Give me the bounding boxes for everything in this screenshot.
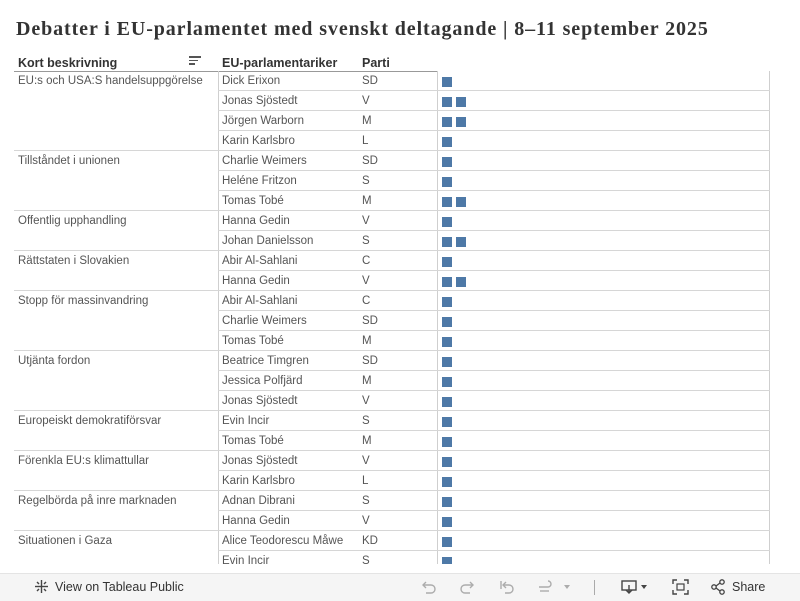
- view-on-tableau-link[interactable]: [34, 579, 184, 594]
- cell-member: Hanna Gedin: [222, 215, 290, 227]
- table-row[interactable]: [14, 551, 774, 564]
- cell-description: EU:s och USA:S handelsuppgörelse: [18, 75, 203, 87]
- cell-member: Evin Incir: [222, 415, 270, 427]
- cell-member: Abir Al-Sahlani: [222, 255, 298, 267]
- cell-party: L: [362, 135, 369, 147]
- revert-icon: [498, 579, 516, 595]
- cell-member: Jonas Sjöstedt: [222, 395, 298, 407]
- debate-mark[interactable]: [456, 237, 466, 247]
- cell-party: S: [362, 175, 370, 187]
- cell-member: Tomas Tobé: [222, 335, 284, 347]
- debate-mark[interactable]: [442, 137, 452, 147]
- cell-member: Jonas Sjöstedt: [222, 95, 298, 107]
- debate-mark[interactable]: [442, 517, 452, 527]
- debate-mark[interactable]: [442, 277, 452, 287]
- table-body: [14, 71, 774, 564]
- tableau-toolbar: [0, 573, 800, 601]
- cell-marks: [442, 197, 466, 207]
- cell-party: V: [362, 275, 370, 287]
- cell-member: Hanna Gedin: [222, 275, 290, 287]
- cell-member: Alice Teodorescu Måwe: [222, 535, 344, 547]
- table-row[interactable]: [14, 91, 774, 111]
- cell-marks: [442, 157, 452, 167]
- cell-marks: [442, 537, 452, 547]
- debate-mark[interactable]: [442, 437, 452, 447]
- debate-mark[interactable]: [442, 177, 452, 187]
- cell-description: Stopp för massinvandring: [18, 295, 149, 307]
- cell-party: M: [362, 435, 372, 447]
- table-row[interactable]: [14, 391, 774, 411]
- cell-party: SD: [362, 355, 378, 367]
- debate-mark[interactable]: [442, 537, 452, 547]
- revert-button[interactable]: [498, 579, 516, 595]
- cell-party: S: [362, 235, 370, 247]
- table-row[interactable]: [14, 491, 774, 511]
- debate-mark[interactable]: [442, 157, 452, 167]
- debate-mark[interactable]: [442, 97, 452, 107]
- table-row[interactable]: [14, 71, 774, 91]
- cell-description: Europeiskt demokratiförsvar: [18, 415, 162, 427]
- debate-mark[interactable]: [442, 77, 452, 87]
- cell-member: Charlie Weimers: [222, 155, 307, 167]
- cell-party: M: [362, 195, 372, 207]
- debate-mark[interactable]: [442, 477, 452, 487]
- table-row[interactable]: [14, 531, 774, 551]
- cell-description: Förenkla EU:s klimattullar: [18, 455, 150, 467]
- cell-member: Adnan Dibrani: [222, 495, 295, 507]
- toolbar-divider: [594, 580, 595, 595]
- cell-member: Abir Al-Sahlani: [222, 295, 298, 307]
- cell-member: Evin Incir: [222, 555, 270, 564]
- download-button[interactable]: [620, 579, 652, 595]
- debate-mark[interactable]: [442, 417, 452, 427]
- cell-party: C: [362, 255, 371, 267]
- cell-party: M: [362, 335, 372, 347]
- debate-mark[interactable]: [456, 197, 466, 207]
- cell-description: Situationen i Gaza: [18, 535, 112, 547]
- cell-member: Johan Danielsson: [222, 235, 314, 247]
- table-row[interactable]: [14, 111, 774, 131]
- cell-marks: [442, 457, 452, 467]
- header-member[interactable]: EU-parlamentariker: [222, 56, 338, 70]
- cell-party: V: [362, 95, 370, 107]
- cell-marks: [442, 97, 466, 107]
- cell-marks: [442, 137, 452, 147]
- refresh-button[interactable]: [536, 579, 572, 595]
- cell-member: Jonas Sjöstedt: [222, 455, 298, 467]
- share-icon: [710, 579, 726, 595]
- cell-member: Jessica Polfjärd: [222, 375, 303, 387]
- debate-mark[interactable]: [442, 557, 452, 564]
- cell-party: KD: [362, 535, 378, 547]
- cell-marks: [442, 117, 466, 127]
- cell-marks: [442, 477, 452, 487]
- share-button[interactable]: [710, 579, 765, 595]
- cell-party: V: [362, 455, 370, 467]
- cell-description: Regelbörda på inre marknaden: [18, 495, 177, 507]
- debate-mark[interactable]: [442, 317, 452, 327]
- cell-marks: [442, 297, 452, 307]
- cell-member: Tomas Tobé: [222, 435, 284, 447]
- debate-mark[interactable]: [442, 377, 452, 387]
- cell-member: Heléne Fritzon: [222, 175, 297, 187]
- header-description[interactable]: Kort beskrivning: [18, 56, 118, 70]
- cell-marks: [442, 217, 452, 227]
- cell-party: M: [362, 115, 372, 127]
- cell-description: Tillståndet i unionen: [18, 155, 120, 167]
- cell-party: C: [362, 295, 371, 307]
- cell-party: S: [362, 555, 370, 564]
- debate-mark[interactable]: [442, 237, 452, 247]
- debate-mark[interactable]: [442, 257, 452, 267]
- table-row[interactable]: [14, 471, 774, 491]
- undo-button[interactable]: [420, 579, 438, 595]
- cell-party: SD: [362, 315, 378, 327]
- fullscreen-button[interactable]: [672, 579, 689, 595]
- fullscreen-icon: [672, 579, 689, 595]
- table-row[interactable]: [14, 271, 774, 291]
- cell-marks: [442, 417, 452, 427]
- table-row[interactable]: [14, 311, 774, 331]
- debate-mark[interactable]: [442, 217, 452, 227]
- cell-marks: [442, 557, 452, 564]
- cell-marks: [442, 337, 452, 347]
- redo-icon: [458, 579, 476, 595]
- table-row[interactable]: [14, 431, 774, 451]
- cell-member: Jörgen Warborn: [222, 115, 305, 127]
- cell-party: S: [362, 415, 370, 427]
- debate-mark[interactable]: [442, 357, 452, 367]
- debate-mark[interactable]: [456, 97, 466, 107]
- debate-mark[interactable]: [442, 497, 452, 507]
- share-label: Share: [732, 580, 766, 594]
- cell-marks: [442, 437, 452, 447]
- cell-member: Charlie Weimers: [222, 315, 307, 327]
- cell-party: SD: [362, 75, 378, 87]
- table-row[interactable]: [14, 231, 774, 251]
- table-row[interactable]: [14, 131, 774, 151]
- cell-party: V: [362, 395, 370, 407]
- cell-marks: [442, 177, 452, 187]
- cell-member: Dick Erixon: [222, 75, 281, 87]
- debate-mark[interactable]: [442, 197, 452, 207]
- cell-description: Rättstaten i Slovakien: [18, 255, 130, 267]
- view-on-tableau-label: View on Tableau Public: [55, 579, 184, 594]
- cell-member: Karin Karlsbro: [222, 475, 295, 487]
- table-row[interactable]: [14, 171, 774, 191]
- table-row[interactable]: [14, 351, 774, 371]
- cell-marks: [442, 377, 452, 387]
- debate-mark[interactable]: [442, 297, 452, 307]
- cell-marks: [442, 237, 466, 247]
- cell-party: V: [362, 515, 370, 527]
- cell-party: L: [362, 475, 369, 487]
- debate-mark[interactable]: [442, 397, 452, 407]
- cell-marks: [442, 77, 452, 87]
- cell-party: M: [362, 375, 372, 387]
- cell-member: Beatrice Timgren: [222, 355, 309, 367]
- header-party[interactable]: Parti: [362, 56, 390, 70]
- cell-marks: [442, 497, 452, 507]
- cell-party: S: [362, 495, 370, 507]
- debate-mark[interactable]: [442, 457, 452, 467]
- debate-mark[interactable]: [456, 117, 466, 127]
- debate-mark[interactable]: [442, 117, 452, 127]
- cell-member: Karin Karlsbro: [222, 135, 295, 147]
- table-row[interactable]: [14, 191, 774, 211]
- cell-marks: [442, 517, 452, 527]
- cell-description: Utjänta fordon: [18, 355, 91, 367]
- cell-party: SD: [362, 155, 378, 167]
- table-row[interactable]: [14, 251, 774, 271]
- page-title: Debatter i EU-parlamentet med svenskt deltagande | 8–11 september 2025: [16, 18, 709, 40]
- cell-member: Tomas Tobé: [222, 195, 284, 207]
- undo-icon: [420, 579, 438, 595]
- cell-marks: [442, 277, 466, 287]
- table-row[interactable]: [14, 371, 774, 391]
- cell-marks: [442, 317, 452, 327]
- cell-party: V: [362, 215, 370, 227]
- table-row[interactable]: [14, 411, 774, 431]
- table-row[interactable]: [14, 511, 774, 531]
- debate-mark[interactable]: [456, 277, 466, 287]
- cell-marks: [442, 357, 452, 367]
- viz-table: [14, 54, 774, 564]
- cell-marks: [442, 257, 452, 267]
- cell-member: Hanna Gedin: [222, 515, 290, 527]
- tableau-logo-icon: [34, 579, 49, 594]
- redo-button[interactable]: [458, 579, 476, 595]
- debate-mark[interactable]: [442, 337, 452, 347]
- table-row[interactable]: [14, 211, 774, 231]
- download-icon: [620, 579, 652, 595]
- cell-marks: [442, 397, 452, 407]
- refresh-icon: [536, 579, 572, 595]
- cell-description: Offentlig upphandling: [18, 215, 127, 227]
- table-row[interactable]: [14, 331, 774, 351]
- table-row[interactable]: [14, 291, 774, 311]
- table-row[interactable]: [14, 151, 774, 171]
- sort-icon[interactable]: [189, 56, 201, 67]
- table-row[interactable]: [14, 451, 774, 471]
